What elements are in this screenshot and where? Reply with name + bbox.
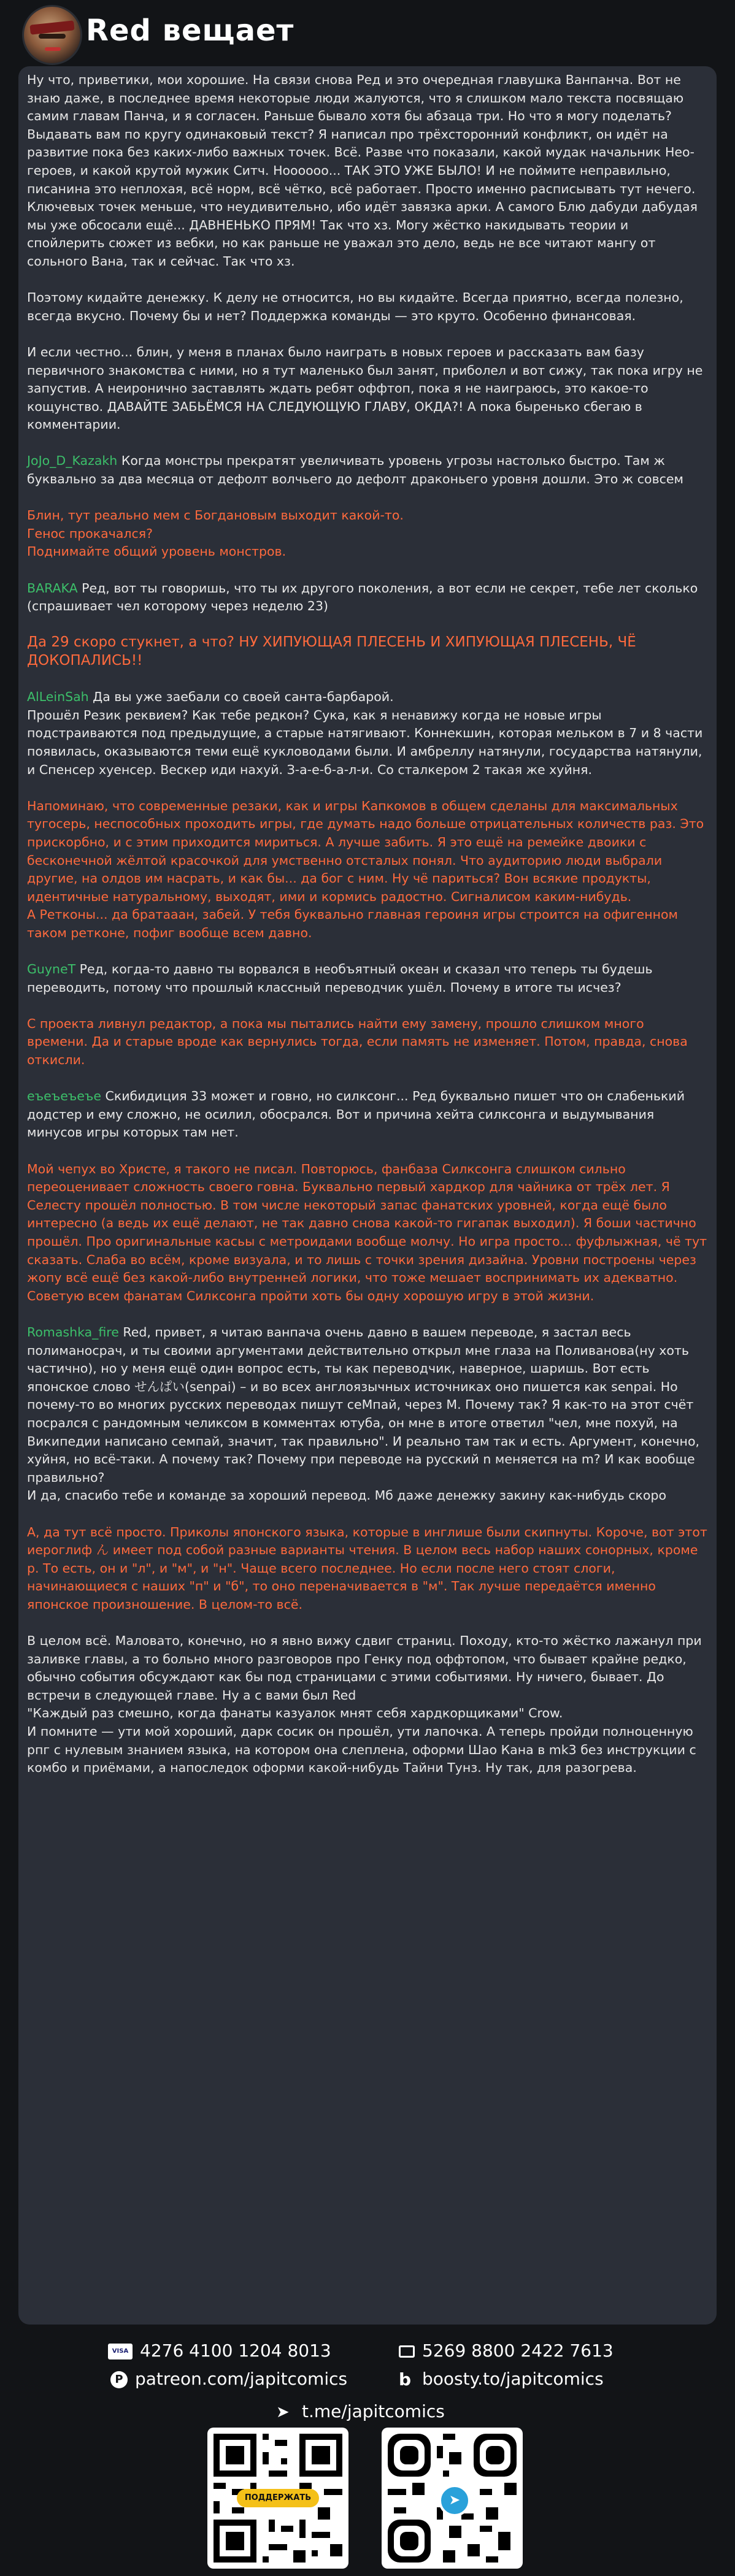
- author-reply: Напоминаю, что современные резаки, как и игры Капкомов в общем сделаны для максимальных тугосерь, неспособных проходить игры, где думать надо больше отрицательных количеств раз. Это прискорбно, и с этим приходится мириться. А лучше забить. Я это ещё на ремейке двоики с бесконечной жёлтой красочкой для умственно отсталых понял. Что аудиторию люди выбрали другие, на олдов им насрать, и как бы... да бог с ним. Ну чё париться? Вон всякие продукты, идентичные натуральному, выходят, ими и кормись радостно. Сигналисом каким-нибудь. А Ретконы... да братааан, забей. У тебя буквально главная героиня игры строится на офигенном таком ретконе, пофиг вообще всем давно.: [27, 798, 704, 940]
- comment-author: BARAKA: [27, 580, 78, 596]
- post-paragraph: И если честно... блин, у меня в планах было наиграть в новых героев и рассказать вам базу первичного знакомства с ними, но я тут маленько был занят, приболел и вот сижу, так пока игру не запустив. А неиронично заставлять ждать ребят оффтоп, пока я не наиграюсь, это какое-то кощунство. ДАВАЙТЕ ЗАБЬЁМСЯ НА СЛЕДУЮЩУЮ ГЛАВУ, ОКДА?! А пока быренько сбегаю в комментарии.: [27, 344, 703, 432]
- telegram-link[interactable]: [276, 2401, 445, 2421]
- patreon-url[interactable]: patreon.com/japitcomics: [135, 2369, 348, 2389]
- post-paragraph: Поэтому кидайте денежку. К делу не относится, но вы кидайте. Всегда приятно, всегда полезно, всегда вкусно. Почему бы и нет? Поддержка команды — это круто. Особенно финансовая.: [27, 290, 683, 323]
- boosty-link[interactable]: [399, 2369, 604, 2389]
- comment-author: Romashka_fire: [27, 1324, 119, 1340]
- page-title: Red вещает: [86, 13, 294, 48]
- comment-author: еъеъеъеъе: [27, 1089, 101, 1104]
- comment-quote: [27, 1087, 708, 1142]
- comment-quote: [27, 688, 708, 779]
- header: [0, 0, 735, 66]
- qr-code-telegram[interactable]: [382, 2428, 523, 2569]
- telegram-url[interactable]: t.me/japitcomics: [302, 2401, 445, 2421]
- patreon-icon: P: [110, 2371, 128, 2388]
- author-reply: А, да тут всё просто. Приколы японского языка, которые в инглише были скипнуты. Короче, вот этот иероглиф ん имеет под собой разные варианты чтения. В целом весь набор наших сонорных, кроме р. То есть, он и "л", и "м", и "н". Чаще всего последнее. Но если после него стоят слоги, начинающиеся с наших "п" и "б", то оно переначивается в "м". Так лучше передаётся именно японское произношение. В целом-то всё.: [27, 1524, 707, 1612]
- comment-text: Red, привет, я читаю ванпача очень давно в вашем переводе, я застал весь полиманосрач, и ты своими аргументами действительно открыл мне глаза на Поливанова(ну хоть частично), но у меня ещё один вопрос есть, ты как переводчик, наверное, шаришь. Вот есть японское слово せんぱい(senpai) – и во всех англоязычных источниках оно пишется как senpai. Но почему-то во многих русских переводах пишут сеМпай, через М. Почему так? Я как-то на этот счёт посрался с рандомным челиксом в комментах ютуба, он мне в итоге ответил "чел, мне похуй, на Википедии написано семпай, значит, так правильно". И реально там так и есть. Аргумент, конечно, хуйня, но всё-таки. А почему так? Почему при переводе на русский n меняется на m? И как вообще правильно? И да, спасибо тебе и команде за хороший перевод. Мб даже денежку закину как-нибудь скоро: [27, 1324, 700, 1503]
- author-reply: С проекта ливнул редактор, а пока мы пытались найти ему замену, прошло слишком много времени. Да и старые вроде как вернулись тогда, если память не изменяет. Потом, правда, снова откисли.: [27, 1016, 688, 1068]
- comment-quote: [27, 1324, 708, 1505]
- card-visa-row: [108, 2340, 331, 2361]
- card-number-visa: 4276 4100 1204 8013: [140, 2340, 331, 2361]
- card-mc-row: [399, 2340, 614, 2361]
- avatar: [22, 5, 82, 65]
- comment-quote: [27, 960, 708, 997]
- comment-author: JoJo_D_Kazakh: [27, 453, 118, 469]
- comment-author: AlLeinSah: [27, 689, 89, 705]
- author-reply: Да 29 скоро стукнет, а что? НУ ХИПУЮЩАЯ ПЛЕСЕНЬ И ХИПУЮЩАЯ ПЛЕСЕНЬ, ЧЁ ДОКОПАЛИСЬ!!: [27, 634, 636, 669]
- post-paragraph: Ну что, приветики, мои хорошие. На связи снова Ред и это очередная главушка Ванпанча. Вот не знаю даже, в последнее время некоторые люди жалуются, что я слишком мало текста посвящаю самим главам Панча, и я согласен. Раньше бывало хотя бы абзаца три. Но что я могу поделать? Выдавать вам по кругу одинаковый текст? Я написал про трёхсторонний конфликт, он идёт на развитие пока без каких-либо важных точек. Всё. Разве что показали, какой мудак начальник Нео-героев, и какой крутой мужик Ситч. Ноооооо... ТАК ЭТО УЖЕ БЫЛО! И не поймите неправильно, писанина это неплохая, всё норм, всё чётко, всё работает. Просто именно расписывать тут нечего. Ключевых точек меньше, что неудивительно, ибо идёт завязка арки. А самого Блю дабуди дабудая мы уже обсосали ещё... ДАВНЕНЬКО ПРЯМ! Так что хз. Могу жёстко накидывать теории и спойлерить сюжет из вебки, но как раньше не уважал это дело, ведь не все читают мангу от сольного Вана, так и сейчас. Так что хз.: [27, 72, 698, 269]
- post-content: [27, 71, 708, 1795]
- boosty-url[interactable]: boosty.to/japitcomics: [422, 2369, 604, 2389]
- patreon-link[interactable]: [110, 2369, 347, 2389]
- comment-text: Да вы уже заебали со своей санта-барбарой. Прошёл Резик реквием? Как тебе редкон? Сука, как я ненавижу когда не новые игры подстраиваются под предыдущие, а старые натягивают. Коннекшин, которая мельком в 7 и 8 части появилась, оказываются теми ещё кукловодами были. И амбреллу натянули, государства натянули, и Спенсер хуенсер. Вескер иди нахуй. З-а-е-б-а-л-и. Со сталкером 2 такая же хуйня.: [27, 689, 703, 777]
- comment-text: Ред, когда-то давно ты ворвался в необъятный океан и сказал что теперь ты будешь переводить, потому что прошлый классный переводчик ушёл. Почему в итоге ты исчез?: [27, 962, 653, 995]
- comment-quote: [27, 452, 708, 488]
- comment-author: GuyneT: [27, 962, 76, 977]
- author-reply: Мой чепух во Христе, я такого не писал. Повторюсь, фанбаза Силксонга слишком сильно переоценивает сложность своего говна. Буквально первый хардкор для чайника от трёх лет. Я Селесту прошёл полностью. В том числе некоторый запас фанатских уровней, когда ещё было интересно (а ведь их ещё делают, не так давно снова какой-то гигапак выходил). Я боши частично прошёл. Про оригинальные касьы с метроидами вообще молчу. Но игра просто... фуфлыжная, чё тут сказать. Слаба во всём, кроме визуала, и то лишь с точки зрения дизайна. Уровни построены через жопу всё ещё без какой-либо внутренней логики, что тоже мешает воспринимать их адекватно. Советую всем фанатам Силксонга пройти хоть бы одну хорошую игру в этой жизни.: [27, 1161, 707, 1303]
- visa-icon: VISA: [108, 2344, 133, 2359]
- post-panel: [18, 66, 717, 2325]
- telegram-icon: ➤: [276, 2403, 290, 2421]
- card-icon: [399, 2345, 415, 2358]
- post-paragraph: В целом всё. Маловато, конечно, но я явно вижу сдвиг страниц. Походу, кто-то жёстко лажанул при заливке главы, а то больно много разговоров про Генку под оффтопом, что бывает крайне редко, обычно события обсуждают как бы под страницами с этими событиями. Ну ничего, бывает. До встречи в следующей главе. Ну а с вами был Red "Каждый раз смешно, когда фанаты казуалок мнят себя хардкорщиками" Crow. И помните — ути мой хороший, дарк сосик он прошёл, ути лапочка. А теперь пройди полноценную рпг с нулевым знанием языка, на котором она слеплена, оформи Шао Кана в mk3 без инструкции с комбо и приёмами, а напоследок оформи какой-нибудь Тайни Тунз. Ну так, для разогрева.: [27, 1633, 702, 1776]
- comment-quote: [27, 580, 708, 616]
- comment-text: Скибидиция 33 может и говно, но силксонг... Ред буквально пишет что он слабенький додстер и ему сложно, не осилил, обосрался. Вот и причина хейта силксонга и выдумывания минусов игры которых там нет.: [27, 1089, 685, 1140]
- card-number-2: 5269 8800 2422 7613: [422, 2340, 614, 2361]
- qr-code-boosty[interactable]: [207, 2428, 348, 2569]
- telegram-icon: ➤: [439, 2485, 471, 2517]
- boosty-icon: b: [399, 2369, 412, 2390]
- author-reply: Блин, тут реально мем с Богдановым выходит какой-то. Генос прокачался? Поднимайте общий уровень монстров.: [27, 508, 404, 559]
- footer: [0, 2325, 735, 2576]
- comment-text: Ред, вот ты говоришь, что ты их другого поколения, а вот если не секрет, тебе лет сколько (спрашивает чел которому через неделю 23): [27, 580, 698, 614]
- qr-support-badge: ПОДДЕРЖАТЬ: [237, 2489, 319, 2507]
- comment-text: Когда монстры прекратят увеличивать уровень угрозы настолько быстро. Там ж буквально за два месяца от дефолт волчьего до дефолт драконьего уровня дошли. Это ж совсем: [27, 453, 683, 487]
